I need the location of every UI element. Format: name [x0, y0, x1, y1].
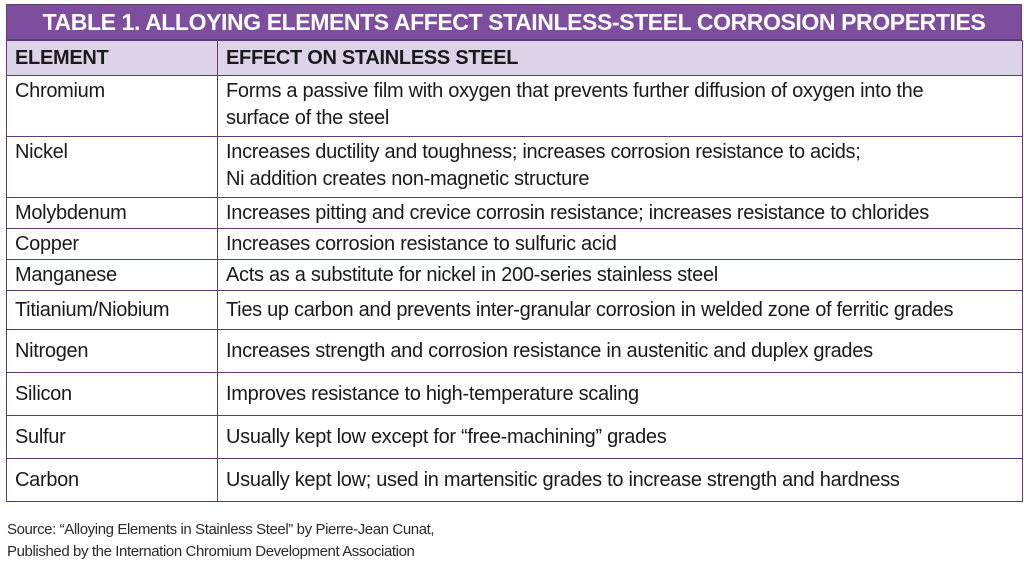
- table-row-sulfur: [7, 416, 1023, 459]
- effect-line: Increases ductility and toughness; increases corrosion resistance to acids;: [226, 141, 861, 163]
- element-cell: Nickel: [7, 137, 218, 198]
- alloying-elements-table-container: [6, 4, 1022, 502]
- source-line: Source: “Alloying Elements in Stainless Steel” by Pierre-Jean Cunat,: [7, 521, 435, 538]
- effect-cell: Usually kept low except for “free-machining” grades: [218, 416, 1023, 459]
- table-row-manganese: [7, 260, 1023, 291]
- effect-cell: Increases corrosion resistance to sulfuric acid: [218, 229, 1023, 260]
- effect-cell: Acts as a substitute for nickel in 200-series stainless steel: [218, 260, 1023, 291]
- effect-cell: Ties up carbon and prevents inter-granular corrosion in welded zone of ferritic grades: [218, 291, 1023, 330]
- column-header-element: ELEMENT: [7, 41, 218, 76]
- element-cell: Nitrogen: [7, 330, 218, 373]
- source-citation: [7, 519, 434, 563]
- table-title: TABLE 1. ALLOYING ELEMENTS AFFECT STAINLESS-STEEL CORROSION PROPERTIES: [6, 4, 1022, 40]
- effect-cell: Increases pitting and crevice corrosin resistance; increases resistance to chlorides: [218, 198, 1023, 229]
- effect-cell: Increases strength and corrosion resistance in austenitic and duplex grades: [218, 330, 1023, 373]
- table-row-silicon: [7, 373, 1023, 416]
- source-line: Published by the Internation Chromium Development Association: [7, 543, 415, 560]
- effect-line: surface of the steel: [226, 107, 389, 129]
- element-cell: Silicon: [7, 373, 218, 416]
- effect-line: Forms a passive film with oxygen that prevents further diffusion of oxygen into the: [226, 80, 924, 102]
- effect-cell: Usually kept low; used in martensitic grades to increase strength and hardness: [218, 459, 1023, 502]
- table-row-nitrogen: [7, 330, 1023, 373]
- element-cell: Chromium: [7, 76, 218, 137]
- effect-cell: [218, 76, 1023, 137]
- table-row-molybdenum: [7, 198, 1023, 229]
- element-cell: Titianium/Niobium: [7, 291, 218, 330]
- table-row-titanium-niobium: [7, 291, 1023, 330]
- column-header-effect: EFFECT ON STAINLESS STEEL: [218, 41, 1023, 76]
- element-cell: Copper: [7, 229, 218, 260]
- table-header-row: [7, 41, 1023, 76]
- element-cell: Molybdenum: [7, 198, 218, 229]
- element-cell: Manganese: [7, 260, 218, 291]
- effect-line: Ni addition creates non-magnetic structure: [226, 168, 590, 190]
- table-row-chromium: [7, 76, 1023, 137]
- effect-cell: [218, 137, 1023, 198]
- element-cell: Sulfur: [7, 416, 218, 459]
- table-row-carbon: [7, 459, 1023, 502]
- table-row-copper: [7, 229, 1023, 260]
- element-cell: Carbon: [7, 459, 218, 502]
- effect-cell: Improves resistance to high-temperature scaling: [218, 373, 1023, 416]
- table-row-nickel: [7, 137, 1023, 198]
- alloying-elements-table: [6, 40, 1023, 502]
